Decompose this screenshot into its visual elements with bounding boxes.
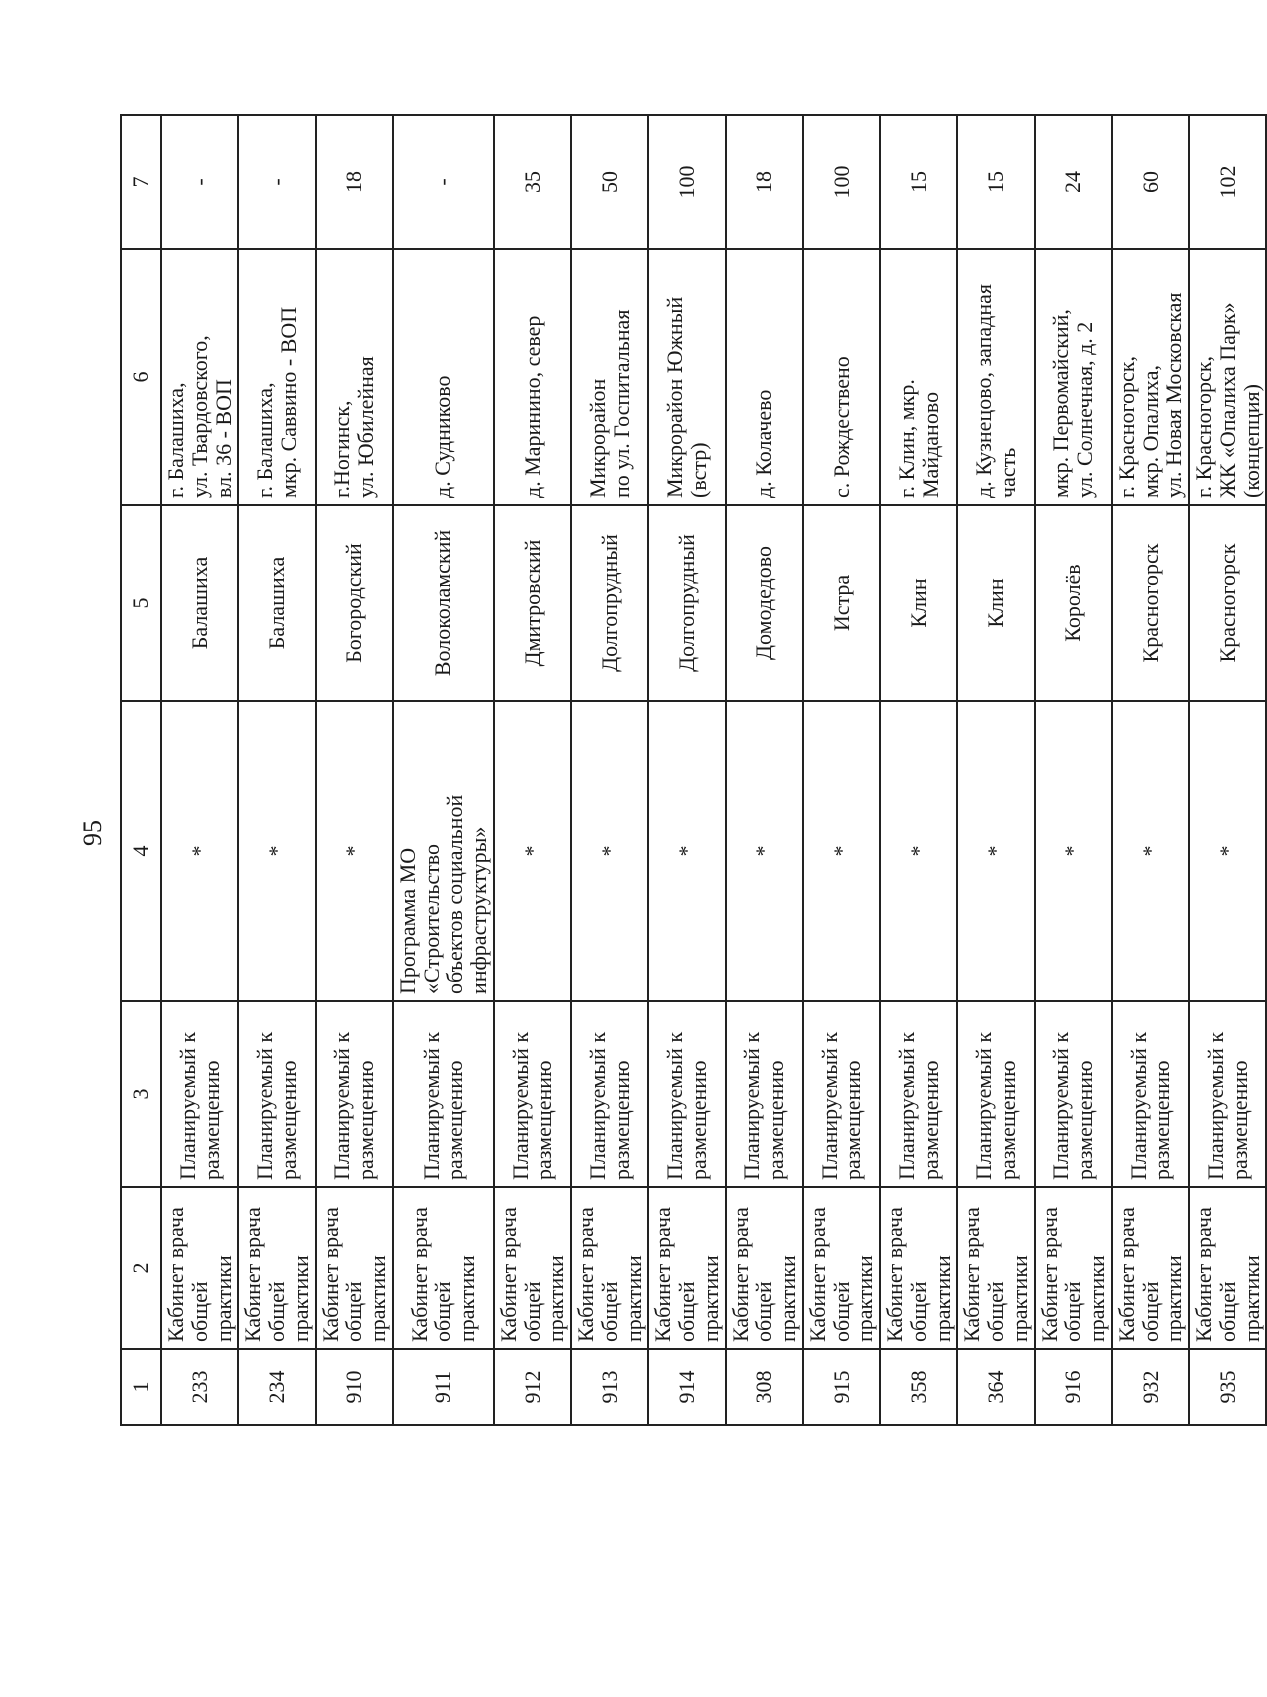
status-cell [571, 1001, 648, 1187]
facilities-table [120, 114, 1267, 1426]
capacity-cell-text: 102 [1214, 165, 1240, 199]
facility-type-cell-text: Кабинет врача общей практики [804, 1207, 878, 1342]
table-row [494, 115, 571, 1425]
status-cell [957, 1001, 1034, 1187]
status-cell [880, 1001, 957, 1187]
district-cell-text: Долгопрудный [674, 534, 699, 672]
district-cell-text: Красногорск [1214, 543, 1240, 663]
district-cell [1112, 505, 1189, 701]
district-cell [571, 505, 648, 701]
address-cell-text: д. Колачево [751, 389, 777, 498]
capacity-cell [648, 115, 725, 249]
capacity-cell-text: 100 [828, 165, 854, 199]
facility-type-cell [238, 1187, 315, 1349]
facility-type-cell [393, 1187, 494, 1349]
address-cell-text: Микрорайон по ул. Госпитальная [584, 309, 634, 498]
address-cell [1189, 249, 1266, 505]
facility-type-cell-text: Кабинет врача общей практики [882, 1207, 955, 1342]
status-cell-text: Планируемый к размещению [584, 1031, 634, 1180]
address-cell [393, 249, 494, 505]
district-cell-text: Балашиха [186, 556, 212, 650]
district-cell-text: Истра [828, 574, 854, 632]
address-cell-text: г. Балашиха, ул. Твардовского, вл. 36 - ВОП [163, 335, 236, 498]
facility-type-cell [161, 1187, 238, 1349]
row-number-cell-text: 913 [596, 1370, 622, 1404]
column-header: 3 [121, 1001, 161, 1187]
facility-type-cell-text: Кабинет врача общей практики [163, 1207, 236, 1342]
capacity-cell [1112, 115, 1189, 249]
table-row [1035, 115, 1112, 1425]
address-cell [161, 249, 238, 505]
capacity-cell-text: 15 [983, 171, 1008, 193]
capacity-cell [571, 115, 648, 249]
row-number-cell-text: 358 [905, 1370, 931, 1404]
district-cell-text: Волоколамский [430, 529, 456, 677]
program-cell-text: * [1214, 845, 1240, 857]
address-cell-text: с. Рождествено [828, 356, 854, 498]
column-header: 2 [121, 1187, 161, 1349]
address-cell-text: д. Судниково [430, 375, 456, 498]
row-number-cell [957, 1349, 1034, 1425]
capacity-cell-text: 35 [519, 171, 545, 193]
facility-type-cell [880, 1187, 957, 1349]
status-cell [1035, 1001, 1112, 1187]
district-cell-text: Балашиха [264, 556, 289, 650]
status-cell-text: Планируемый к размещению [1048, 1031, 1098, 1180]
status-cell [238, 1001, 315, 1187]
district-cell-text: Дмитровский [519, 539, 545, 667]
program-cell [957, 701, 1034, 1001]
district-cell-text: Домодедово [751, 546, 777, 660]
address-cell [1035, 249, 1112, 505]
address-cell [726, 249, 803, 505]
address-cell [1112, 249, 1189, 505]
row-number-cell-text: 234 [264, 1370, 289, 1404]
district-cell-text: Клин [905, 578, 931, 628]
row-number-cell [393, 1349, 494, 1425]
status-cell-text: Планируемый к размещению [1125, 1031, 1175, 1180]
district-cell [957, 505, 1034, 701]
district-cell [726, 505, 803, 701]
program-cell-text: * [264, 845, 289, 857]
program-cell-text: * [674, 845, 699, 857]
row-number-cell [880, 1349, 957, 1425]
district-cell [648, 505, 725, 701]
table-row [803, 115, 880, 1425]
address-cell-text: г. Балашиха, мкр. Саввино - ВОП [252, 306, 301, 498]
row-number-cell [316, 1349, 393, 1425]
program-cell [161, 701, 238, 1001]
table-row [571, 115, 648, 1425]
facility-type-cell-text: Кабинет врача общей практики [1036, 1207, 1109, 1342]
district-cell [1035, 505, 1112, 701]
capacity-cell-text: - [264, 178, 289, 186]
row-number-cell [648, 1349, 725, 1425]
facility-type-cell [571, 1187, 648, 1349]
program-cell [880, 701, 957, 1001]
capacity-cell-text: 60 [1137, 171, 1163, 193]
program-cell-text: * [519, 845, 545, 857]
table-row [316, 115, 393, 1425]
header-row [121, 115, 161, 1425]
column-header: 7 [121, 115, 161, 249]
facility-type-cell-text: Кабинет врача общей практики [1191, 1207, 1264, 1342]
capacity-cell [880, 115, 957, 249]
district-cell [238, 505, 315, 701]
program-cell [1035, 701, 1112, 1001]
facility-type-cell-text: Кабинет врача общей практики [573, 1207, 646, 1342]
capacity-cell [803, 115, 880, 249]
address-cell [316, 249, 393, 505]
address-cell-text: Микрорайон Южный (встр) [662, 296, 711, 498]
facility-type-cell [316, 1187, 393, 1349]
address-cell-text: д. Маринино, север [519, 315, 545, 498]
column-header: 5 [121, 505, 161, 701]
district-cell-text: Королёв [1060, 564, 1086, 642]
row-number-cell [726, 1349, 803, 1425]
facility-type-cell-text: Кабинет врача общей практики [317, 1207, 390, 1342]
program-cell [726, 701, 803, 1001]
table-row [161, 115, 238, 1425]
address-cell [957, 249, 1034, 505]
facility-type-cell [494, 1187, 571, 1349]
status-cell-text: Планируемый к размещению [893, 1031, 943, 1180]
facility-type-cell [957, 1187, 1034, 1349]
row-number-cell [238, 1349, 315, 1425]
facility-type-cell-text: Кабинет врача общей практики [650, 1207, 723, 1342]
row-number-cell [803, 1349, 880, 1425]
address-cell [571, 249, 648, 505]
address-cell-text: г. Красногорск, мкр. Опалиха, ул. Новая Московская [1113, 292, 1187, 498]
capacity-cell-text: 18 [751, 171, 777, 193]
facility-type-cell [726, 1187, 803, 1349]
facility-type-cell [1112, 1187, 1189, 1349]
table-row [726, 115, 803, 1425]
capacity-cell-text: 15 [905, 171, 931, 193]
program-cell-text: * [341, 845, 367, 857]
status-cell [726, 1001, 803, 1187]
facility-type-cell-text: Кабинет врача общей практики [406, 1207, 480, 1342]
district-cell [393, 505, 494, 701]
table-row [957, 115, 1034, 1425]
capacity-cell-text: 24 [1060, 171, 1086, 193]
capacity-cell [238, 115, 315, 249]
address-cell-text: г. Красногорск, ЖК «Опалиха Парк» (концепция) [1191, 302, 1264, 498]
status-cell-text: Планируемый к размещению [174, 1031, 224, 1180]
program-cell-text: * [186, 845, 212, 857]
address-cell-text: г.Ногинск, ул. Юбилейная [329, 356, 379, 498]
facility-type-cell-text: Кабинет врача общей практики [240, 1207, 313, 1342]
program-cell [494, 701, 571, 1001]
column-header: 1 [121, 1349, 161, 1425]
row-number-cell [1112, 1349, 1189, 1425]
facility-type-cell [648, 1187, 725, 1349]
table-row [393, 115, 494, 1425]
program-cell-text: * [1137, 845, 1163, 857]
program-cell-text: * [1060, 845, 1086, 857]
status-cell [494, 1001, 571, 1187]
district-cell [316, 505, 393, 701]
status-cell [803, 1001, 880, 1187]
status-cell-text: Планируемый к размещению [662, 1031, 711, 1180]
address-cell-text: г. Клин, мкр. Майданово [893, 379, 943, 498]
program-cell-text: * [751, 845, 777, 857]
capacity-cell [494, 115, 571, 249]
table-row [880, 115, 957, 1425]
status-cell-text: Планируемый к размещению [252, 1031, 301, 1180]
program-cell [393, 701, 494, 1001]
status-cell [648, 1001, 725, 1187]
status-cell [1189, 1001, 1266, 1187]
table-row [238, 115, 315, 1425]
program-cell [648, 701, 725, 1001]
capacity-cell [161, 115, 238, 249]
district-cell [880, 505, 957, 701]
program-cell [1189, 701, 1266, 1001]
facility-type-cell-text: Кабинет врача общей практики [1113, 1207, 1187, 1342]
row-number-cell-text: 308 [751, 1370, 777, 1404]
program-cell-text: Программа МО «Строительство объектов социальной инфраструктуры» [394, 794, 491, 994]
status-cell [1112, 1001, 1189, 1187]
district-cell [494, 505, 571, 701]
district-cell-text: Клин [983, 578, 1008, 628]
district-cell [1189, 505, 1266, 701]
status-cell-text: Планируемый к размещению [329, 1031, 379, 1180]
status-cell-text: Планируемый к размещению [418, 1031, 468, 1180]
facility-type-cell [1035, 1187, 1112, 1349]
row-number-cell-text: 914 [674, 1370, 699, 1404]
status-cell-text: Планируемый к размещению [1202, 1031, 1252, 1180]
capacity-cell-text: 100 [674, 165, 699, 199]
address-cell-text: мкр. Первомайский, ул. Солнечная, д. 2 [1048, 309, 1098, 498]
program-cell [316, 701, 393, 1001]
table-row [1189, 115, 1266, 1425]
district-cell [161, 505, 238, 701]
capacity-cell [1189, 115, 1266, 249]
district-cell-text: Красногорск [1137, 543, 1163, 663]
row-number-cell [161, 1349, 238, 1425]
capacity-cell [957, 115, 1034, 249]
row-number-cell [1189, 1349, 1266, 1425]
capacity-cell-text: 18 [341, 171, 367, 193]
capacity-cell-text: 50 [596, 171, 622, 193]
program-cell-text: * [983, 845, 1008, 857]
row-number-cell [494, 1349, 571, 1425]
status-cell-text: Планируемый к размещению [739, 1031, 789, 1180]
address-cell [803, 249, 880, 505]
address-cell-text: д. Кузнецово, западная часть [971, 283, 1020, 498]
address-cell [880, 249, 957, 505]
capacity-cell [1035, 115, 1112, 249]
facility-type-cell-text: Кабинет врача общей практики [959, 1207, 1032, 1342]
address-cell [494, 249, 571, 505]
facility-type-cell-text: Кабинет врача общей практики [727, 1207, 800, 1342]
page-number: 95 [78, 820, 107, 846]
row-number-cell-text: 912 [519, 1370, 545, 1404]
program-cell-text: * [905, 845, 931, 857]
column-header: 4 [121, 701, 161, 1001]
status-cell [316, 1001, 393, 1187]
rotated-table-container [120, 116, 1264, 1426]
district-cell [803, 505, 880, 701]
table-body [161, 115, 1266, 1425]
row-number-cell [1035, 1349, 1112, 1425]
program-cell-text: * [828, 845, 854, 857]
address-cell [238, 249, 315, 505]
capacity-cell-text: - [430, 178, 456, 186]
facility-type-cell [803, 1187, 880, 1349]
capacity-cell [393, 115, 494, 249]
facility-type-cell [1189, 1187, 1266, 1349]
row-number-cell-text: 233 [186, 1370, 212, 1404]
status-cell-text: Планируемый к размещению [971, 1031, 1020, 1180]
column-header: 6 [121, 249, 161, 505]
row-number-cell-text: 915 [828, 1370, 854, 1404]
status-cell [161, 1001, 238, 1187]
status-cell [393, 1001, 494, 1187]
row-number-cell-text: 916 [1060, 1370, 1086, 1404]
row-number-cell-text: 911 [430, 1370, 456, 1404]
program-cell [1112, 701, 1189, 1001]
row-number-cell-text: 932 [1137, 1370, 1163, 1404]
district-cell-text: Долгопрудный [596, 534, 622, 672]
address-cell [648, 249, 725, 505]
facility-type-cell-text: Кабинет врача общей практики [495, 1207, 569, 1342]
table-row [1112, 115, 1189, 1425]
district-cell-text: Богородский [341, 543, 367, 663]
capacity-cell [726, 115, 803, 249]
capacity-cell [316, 115, 393, 249]
status-cell-text: Планируемый к размещению [507, 1031, 557, 1180]
program-cell [803, 701, 880, 1001]
row-number-cell-text: 910 [341, 1370, 367, 1404]
row-number-cell-text: 364 [983, 1370, 1008, 1404]
table-row [648, 115, 725, 1425]
row-number-cell [571, 1349, 648, 1425]
capacity-cell-text: - [186, 178, 212, 186]
program-cell-text: * [596, 845, 622, 857]
row-number-cell-text: 935 [1214, 1370, 1240, 1404]
status-cell-text: Планируемый к размещению [816, 1031, 866, 1180]
program-cell [571, 701, 648, 1001]
program-cell [238, 701, 315, 1001]
